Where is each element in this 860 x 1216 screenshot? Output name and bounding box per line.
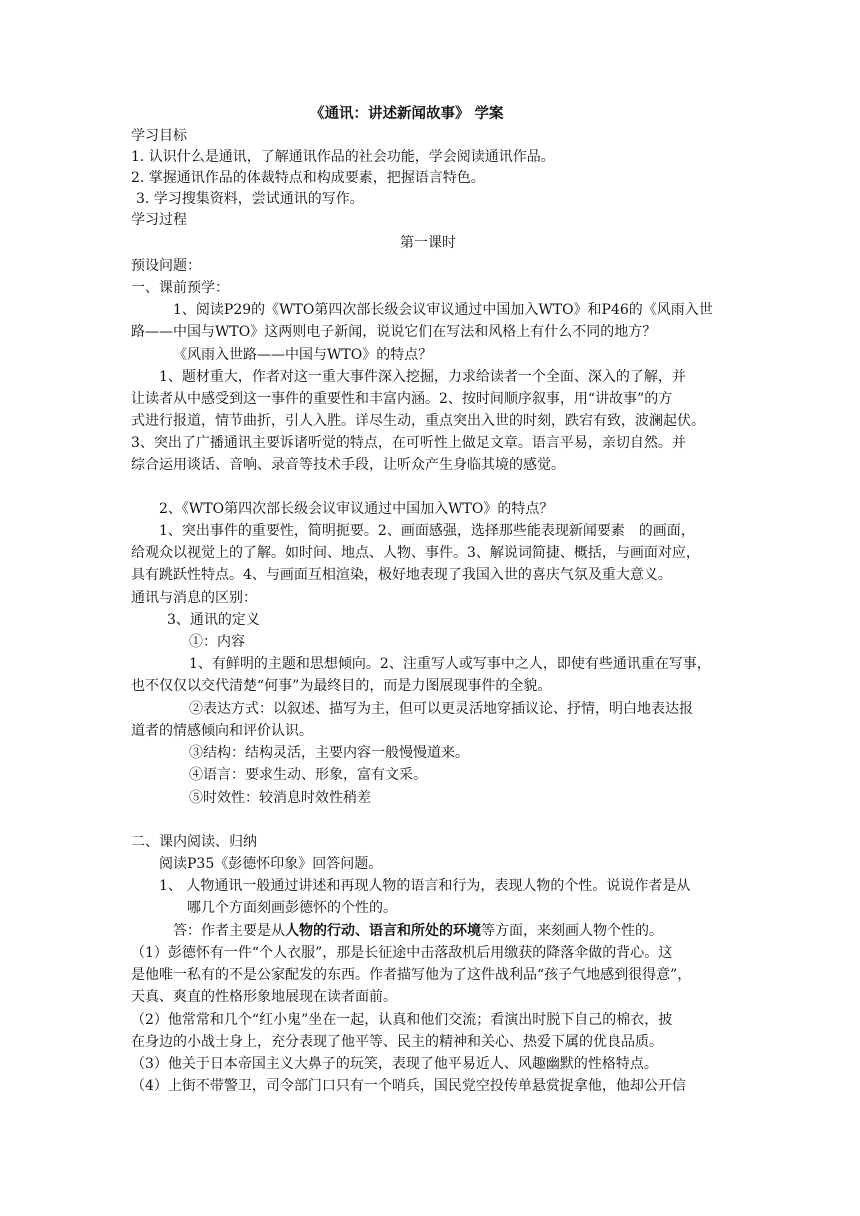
paragraph-line: 在身边的小战士身上，充分表现了他平等、民主的精神和关心、热爱下属的优良品质。 [131,1034,663,1050]
paragraph-line: ④语言：要求生动、形象，富有文采。 [189,767,427,783]
paragraph-line: 哪几个方面刻画彭德怀的个性的。 [187,900,397,916]
paragraph-line: 通讯与消息的区别： [131,590,257,606]
answer-line [173,921,663,941]
paragraph-line: ①：内容 [189,634,245,650]
paragraph-line: （4）上街不带警卫，司令部门口只有一个哨兵，国民党空投传单悬赏捉拿他，他却公开信 [131,1078,686,1094]
paragraph-line: ⑤时效性：较消息时效性稍差 [189,790,371,806]
paragraph-line: 1、有鲜明的主题和思想倾向。2、注重写人或写事中之人，即使有些通讯重在写事， [189,656,711,672]
objective-item: 3. 学习搜集资料，尝试通讯的写作。 [136,191,364,207]
paragraph-line: 让读者从中感受到这一事件的重要性和丰富内涵。2、按时间顺序叙事，用“讲故事”的方 [131,391,673,407]
paragraph-line: 阅读P35《彭德怀印象》回答问题。 [159,856,383,872]
paragraph-line: （2）他常常和几个“红小鬼”坐在一起，认真和他们交流；看演出时脱下自己的棉衣，披 [131,1012,673,1028]
paragraph-line: 3、突出了广播通讯主要诉诸听觉的特点，在可听性上做足文章。语言平易，亲切自然。并 [131,435,686,451]
preset-questions: 预设问题： [131,258,201,274]
paragraph-line: 路——中国与WTO》这两则电子新闻，说说它们在写法和风格上有什么不同的地方？ [131,324,657,340]
objectives-heading: 学习目标 [131,128,187,144]
paragraph-line: 2、《WTO第四次部长级会议审议通过中国加入WTO》的特点？ [159,501,554,517]
paragraph-line: （1）彭德怀有一件“个人衣服”，那是长征途中击落敌机后用缴获的降落伞做的背心。这 [131,945,673,961]
paragraph-line: 1、阅读P29的《WTO第四次部长级会议审议通过中国加入WTO》和P46的《风雨入世 [173,302,713,318]
process-heading: 学习过程 [131,212,187,228]
paragraph-line: 给观众以视觉上的了解。如时间、地点、人物、事件。3、解说词简捷、概括，与画面对应， [131,545,700,561]
paragraph-line: ③结构：结构灵活，主要内容一般慢慢道来。 [189,745,469,761]
paragraph-line: 具有跳跃性特点。4、与画面互相渲染，极好地表现了我国入世的喜庆气氛及重大意义。 [131,567,672,583]
paragraph-line: 是他唯一私有的不是公家配发的东西。作者描写他为了这件战利品“孩子气地感到很得意”， [131,967,692,983]
section-heading: 一、课前预学： [131,280,229,296]
paragraph-line: 道者的情感倾向和评价认识。 [131,723,313,739]
section-heading: 二、课内阅读、归纳 [131,834,257,850]
paragraph-line: 综合运用谈话、音响、录音等技术手段，让听众产生身临其境的感觉。 [131,457,565,473]
paragraph-line: 1、突出事件的重要性，简明扼要。2、画面感强，选择那些能表现新闻要素 的画面， [159,523,695,539]
paragraph-line: （3）他关于日本帝国主义大鼻子的玩笑，表现了他平易近人、风趣幽默的性格特点。 [131,1056,658,1072]
paragraph-line: 《风雨入世路——中国与WTO》的特点？ [173,347,433,363]
answer-prefix: 答：作者主要是从 [173,923,285,939]
answer-suffix: 等方面，来刻画人物个性的。 [481,923,663,939]
paragraph-line: ②表达方式：以叙述、描写为主，但可以更灵活地穿插议论、抒情，明白地表达报 [189,701,693,717]
paragraph-line: 也不仅仅以交代清楚“何事”为最终目的，而是力图展现事件的全貌。 [131,678,552,694]
paragraph-line: 3、通讯的定义 [167,612,260,628]
paragraph-line: 1、 人物通讯一般通过讲述和再现人物的语言和行为，表现人物的个性。说说作者是从 [159,878,691,894]
paragraph-line: 天真、爽直的性格形象地展现在读者面前。 [131,989,397,1005]
lesson-heading: 第一课时 [400,235,456,251]
document-title: 《通讯：讲述新闻故事》 学案 [310,105,504,122]
objective-item: 1. 认识什么是通讯，了解通讯作品的社会功能，学会阅读通讯作品。 [131,149,555,165]
answer-emphasis: 人物的行动、语言和所处的环境 [285,923,481,939]
objective-item: 2. 掌握通讯作品的体裁特点和构成要素，把握语言特色。 [131,170,485,186]
paragraph-line: 式进行报道，情节曲折，引人入胜。详尽生动，重点突出入世的时刻，跌宕有致，波澜起伏。 [131,413,705,429]
paragraph-line: 1、题材重大，作者对这一重大事件深入挖掘，力求给读者一个全面、深入的了解，并 [159,369,686,385]
